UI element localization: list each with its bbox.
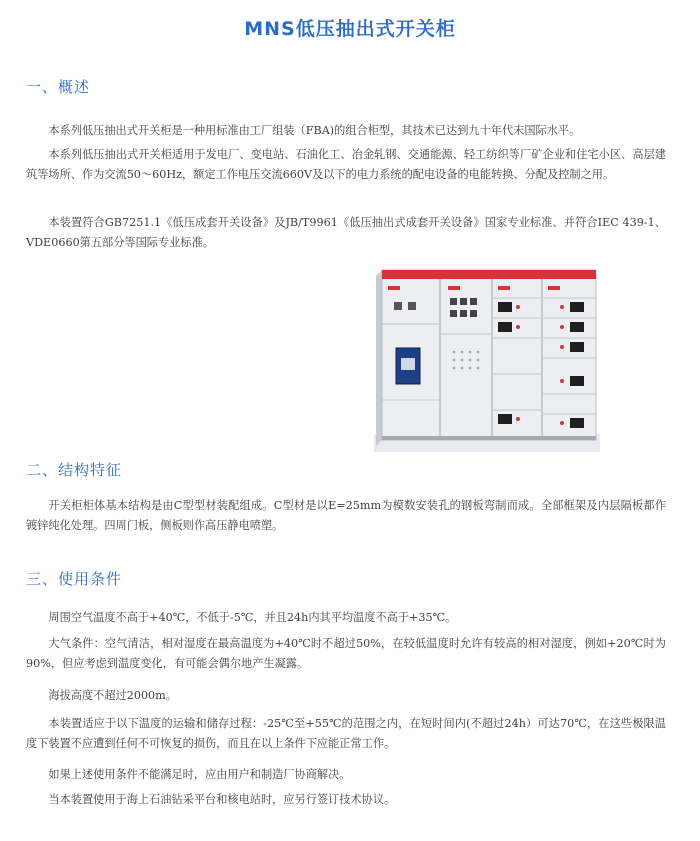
switchgear-cabinet-image [374, 264, 600, 452]
conditions-paragraph-2: 大气条件：空气清洁，相对湿度在最高温度为+40℃时不超过50%，在较低温度时允许有较高的相对湿度，例如+20℃时为90%，但应考虑到温度变化，有可能会偶尔地产生凝露。 [26, 637, 666, 670]
section-heading-overview: 一、概述 [26, 78, 91, 96]
overview-paragraph-1: 本系列低压抽出式开关柜是一种用标准由工厂组装（FBA)的组合柜型，其技术已达到九十年代末国际水平。 [48, 124, 581, 137]
conditions-paragraph-4: 本装置适应于以下温度的运输和储存过程：-25℃至+55℃的范围之内，在短时间内(不超过24h）可达70℃，在这些极限温度下装置不应遭到任何不可恢复的损伤，而且在以上条件下应能正常工作。 [26, 717, 666, 750]
conditions-paragraph-1: 周围空气温度不高于+40℃，不低于-5℃，并且24h内其平均温度不高于+35℃。 [48, 611, 457, 624]
structure-paragraph-1: 开关柜柜体基本结构是由C型型材装配组成。C型材是以E=25mm为模数安装孔的钢板弯制而成。全部框架及内层隔板都作镀锌纯化处理。四周门板，侧板则作高压静电喷塑。 [26, 499, 666, 532]
overview-paragraph-2: 本系列低压抽出式开关柜适用于发电厂、变电站、石油化工、冶金轧钢、交通能源、轻工纺织等厂矿企业和住宅小区、高层建筑等场所、作为交流50～60Hz，额定工作电压交流660V及以下的电力系统的配电设备的电能转换、分配及控制之用。 [26, 148, 666, 181]
section-heading-structure: 二、结构特征 [26, 461, 123, 479]
conditions-paragraph-3: 海拔高度不超过2000m。 [48, 689, 177, 702]
overview-paragraph-3: 本装置符合GB7251.1《低压成套开关设备》及JB/T9961《低压抽出式成套开关设备》国家专业标准、并符合IEC 439-1、VDE0660第五部分等国际专业标准。 [26, 216, 666, 249]
conditions-paragraph-6: 当本装置使用于海上石油钻采平台和核电站时，应另行签订技术协议。 [48, 793, 396, 806]
section-heading-conditions: 三、使用条件 [26, 570, 123, 588]
conditions-paragraph-5: 如果上述使用条件不能满足时，应由用户和制造厂协商解决。 [48, 768, 351, 781]
page-title: MNS低压抽出式开关柜 [244, 18, 456, 40]
